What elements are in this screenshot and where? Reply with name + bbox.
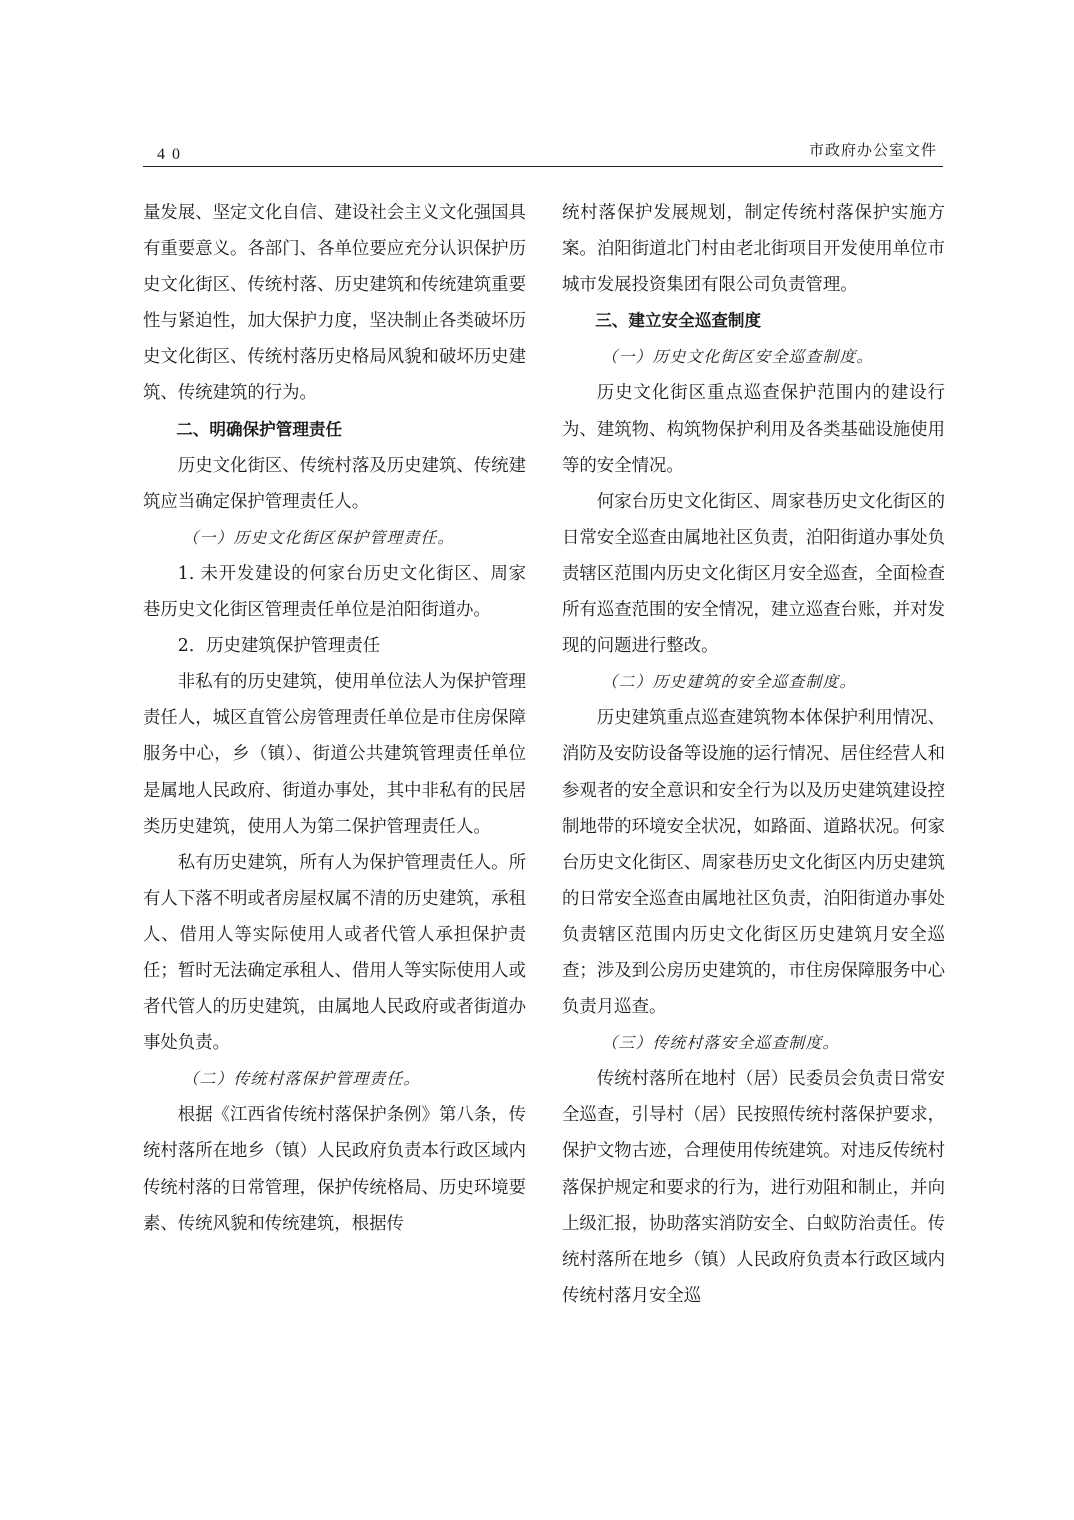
subsection-heading: （二）传统村落保护管理责任。 — [182, 1069, 421, 1089]
paragraph: 非私有的历史建筑，使用单位法人为保护管理责任人，城区直管公房管理责任单位是市住房保障服务中心，乡（镇）、街道公共建筑管理责任单位是属地人民政府、街道办事处，其中非私有的民居类历史建筑，使用人为第二保护管理责任人。 — [143, 672, 526, 837]
paragraph: 根据《江西省传统村落保护条例》第八条，传统村落所在地乡（镇）人民政府负责本行政区域内传统村落的日常管理，保护传统格局、历史环境要素、传统风貌和传统建筑，根据传 — [143, 1105, 526, 1234]
paragraph: 1. 未开发建设的何家台历史文化街区、周家巷历史文化街区管理责任单位是泊阳街道办。 — [143, 563, 526, 621]
subsection-heading: （三）传统村落安全巡查制度。 — [601, 1033, 840, 1053]
section-heading: 三、建立安全巡查制度 — [595, 311, 762, 331]
paragraph: 统村落保护发展规划，制定传统村落保护实施方案。泊阳街道北门村由老北街项目开发使用单位市城市发展投资集团有限公司负责管理。 — [562, 203, 945, 296]
page-header — [143, 134, 943, 167]
section-heading: 二、明确保护管理责任 — [176, 419, 343, 439]
right-column — [562, 195, 945, 1314]
document-header-title: 市政府办公室文件 — [808, 141, 937, 159]
paragraph: 历史文化街区重点巡查保护范围内的建设行为、建筑物、构筑物保护利用及各类基础设施使用等的安全情况。 — [562, 383, 945, 476]
subsection-heading: （一）历史文化街区安全巡查制度。 — [601, 347, 874, 367]
subsection-heading: （二）历史建筑的安全巡查制度。 — [601, 672, 857, 692]
paragraph: 私有历史建筑，所有人为保护管理责任人。所有人下落不明或者房屋权属不清的历史建筑，承租人、借用人等实际使用人或者代管人承担保护责任；暂时无法确定承租人、借用人等实际使用人或者代管人的历史建筑，由属地人民政府或者街道办事处负责。 — [143, 852, 526, 1054]
page-number: 40 — [157, 146, 187, 163]
paragraph: 何家台历史文化街区、周家巷历史文化街区的日常安全巡查由属地社区负责，泊阳街道办事处负责辖区范围内历史文化街区月安全巡查，全面检查所有巡查范围的安全情况，建立巡查台账，并对发现的问题进行整改。 — [562, 491, 945, 657]
paragraph: 量发展、坚定文化自信、建设社会主义文化强国具有重要意义。各部门、各单位要应充分认识保护历史文化街区、传统村落、历史建筑和传统建筑重要性与紧迫性，加大保护力度，坚决制止各类破坏历史文化街区、传统村落历史格局风貌和破坏历史建筑、传统建筑的行为。 — [143, 203, 526, 404]
paragraph: 历史建筑重点巡查建筑物本体保护利用情况、消防及安防设备等设施的运行情况、居住经营人和参观者的安全意识和安全行为以及历史建筑建设控制地带的环境安全状况，如路面、道路状况。何家台历史文化街区、周家巷历史文化街区内历史建筑的日常安全巡查由属地社区负责，泊阳街道办事处负责辖区范围内历史文化街区历史建筑月安全巡查；涉及到公房历史建筑的，市住房保障服务中心负责月巡查。 — [562, 708, 945, 1018]
left-column — [143, 195, 526, 1242]
subsection-heading: （一）历史文化街区保护管理责任。 — [182, 527, 455, 547]
paragraph: 历史文化街区、传统村落及历史建筑、传统建筑应当确定保护管理责任人。 — [143, 455, 526, 512]
paragraph: 传统村落所在地村（居）民委员会负责日常安全巡查，引导村（居）民按照传统村落保护要求，保护文物古迹，合理使用传统建筑。对违反传统村落保护规定和要求的行为，进行劝阻和制止，并向上级汇报，协助落实消防安全、白蚁防治责任。传统村落所在地乡（镇）人民政府负责本行政区域内传统村落月安全巡 — [562, 1069, 945, 1306]
paragraph: 2．历史建筑保护管理责任 — [177, 636, 381, 657]
